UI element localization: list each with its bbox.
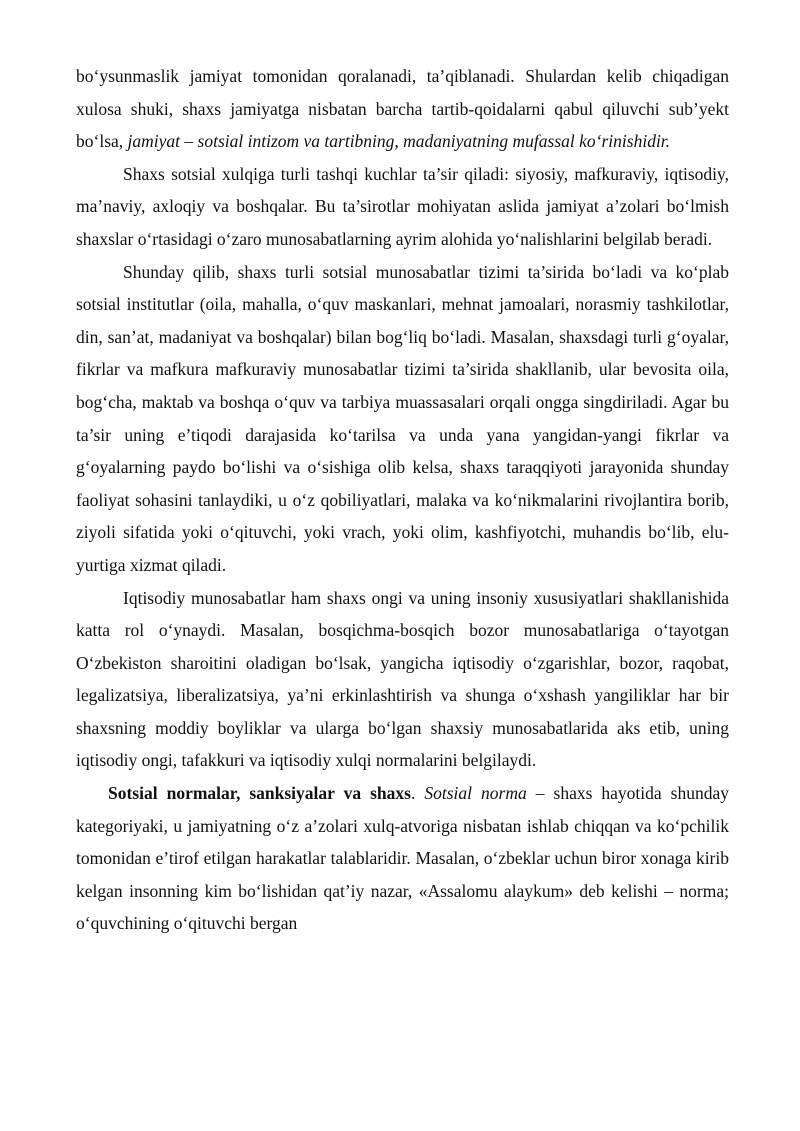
section-heading: Sotsial normalar, sanksiyalar va shaxs xyxy=(108,783,411,804)
section-heading-punct: . xyxy=(410,783,425,804)
paragraph-2: Shaxs sotsial xulqiga turli tashqi kuchlar ta’sir qiladi: siyosiy, mafkuraviy, iqtisodiy, ma’naviy, axloqiy va boshqalar. Bu ta’sirotlar mohiyatan aslida jamiyat a’zolari bo‘lmish shaxslar o‘rtasidagi o‘zaro munosabatlarning ayrim alohida yo‘nalishlarini belgilab beradi. xyxy=(76,163,729,249)
term-italic: Sotsial norma xyxy=(424,783,527,804)
paragraph-1-italic: jamiyat – sotsial intizom va tartibning, madaniyatning mufassal ko‘rinishidir. xyxy=(127,131,671,152)
paragraph-1-text: bo‘ysunmaslik jamiyat tomonidan qoralanadi, ta’qiblanadi. Shulardan kelib chiqadigan xulosa shuki, shaxs jamiyatga nisbatan barcha tartib-qoidalarni qabul qiluvchi sub’yekt bo‘lsa, xyxy=(76,66,729,152)
paragraph-1 xyxy=(76,60,729,158)
paragraph-5-text: – shaxs hayotida shunday kategoriyaki, u jamiyatning o‘z a’zolari xulq-atvoriga nisbatan ishlab chiqqan va ko‘pchilik tomonidan e’tirof etilgan harakatlar talablaridir. Masalan, o‘zbeklar uchun biror xonaga kirib kelgan insonning kim bo‘lishidan qat’iy nazar, «Assalomu alaykum» deb kelishi – norma; o‘quvchining o‘qituvchi bergan xyxy=(76,783,729,934)
document-page xyxy=(76,60,729,940)
paragraph-3: Shunday qilib, shaxs turli sotsial munosabatlar tizimi ta’sirida bo‘ladi va ko‘plab sotsial institutlar (oila, mahalla, o‘quv maskanlari, mehnat jamoalari, norasmiy tashkilotlar, din, san’at, madaniyat va boshqalar) bilan bog‘liq bo‘ladi. Masalan, shaxsdagi turli g‘oyalar, fikrlar va mafkura mafkuraviy munosabatlar tizimi ta’sirida shakllanib, ular bevosita oila, bog‘cha, maktab va boshqa o‘quv va tarbiya muassasalari orqali ongga singdiriladi. Agar bu ta’sir uning e’tiqodi darajasida ko‘tarilsa va unda yana yangidan-yangi fikrlar va g‘oyalarning paydo bo‘lishi va o‘sishiga olib kelsa, shaxs taraqqiyoti jarayonida shunday faoliyat sohasini tanlaydiki, u o‘z qobiliyatlari, malaka va ko‘nikmalarini rivojlantira borib, ziyoli sifatida yoki o‘qituvchi, yoki vrach, yoki olim, kashfiyotchi, muhandis bo‘lib, elu- yurtiga xizmat qiladi. xyxy=(76,261,729,575)
paragraph-5 xyxy=(76,777,729,940)
paragraph-4: Iqtisodiy munosabatlar ham shaxs ongi va uning insoniy xususiyatlari shakllanishida katta rol o‘ynaydi. Masalan, bosqichma-bosqich bozor munosabatlariga o‘tayotgan O‘zbekiston sharoitini oladigan bo‘lsak, yangicha iqtisodiy o‘zgarishlar, bozor, raqobat, legalizatsiya, liberalizatsiya, ya’ni erkinlashtirish va shunga o‘xshash yangiliklar har bir shaxsning moddiy boyliklar va ularga bo‘lgan shaxsiy munosabatlarida aks etib, uning iqtisodiy ongi, tafakkuri va iqtisodiy xulqi normalarini belgilaydi. xyxy=(76,587,729,771)
